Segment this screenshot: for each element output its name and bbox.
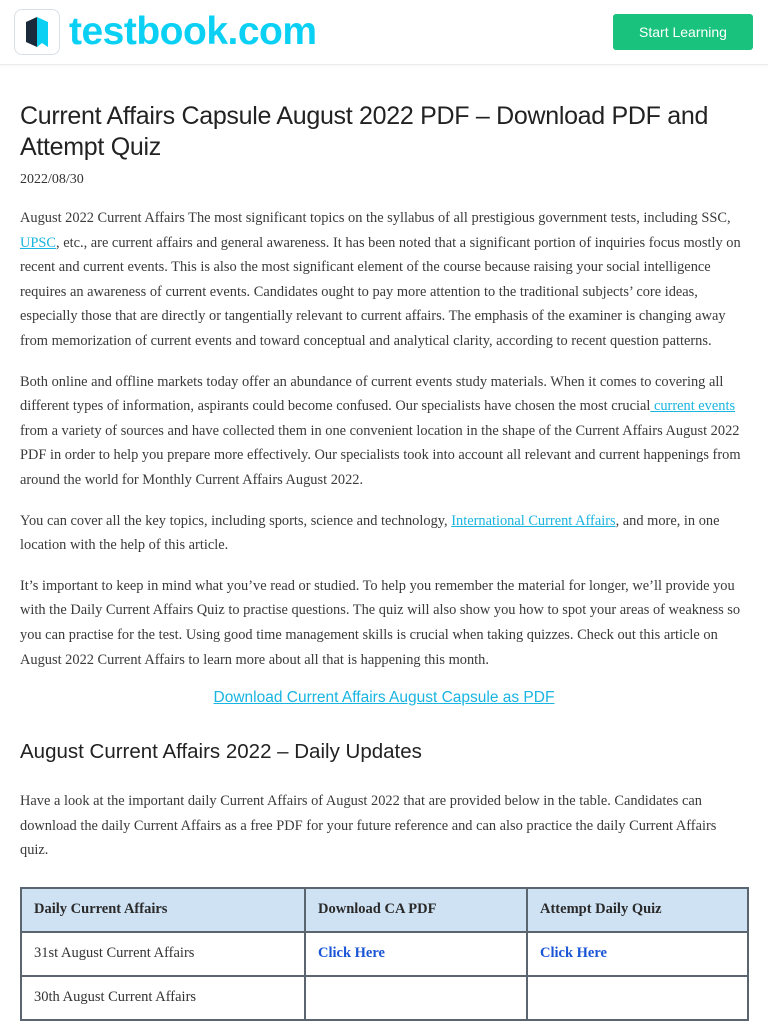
article-title: Current Affairs Capsule August 2022 PDF – Download PDF and Attempt Quiz	[20, 102, 709, 161]
table-header-cell: Download CA PDF	[305, 888, 527, 932]
table-header-row	[21, 888, 748, 932]
daily-current-affairs-table	[20, 887, 749, 1021]
table-header-cell: Attempt Daily Quiz	[527, 888, 748, 932]
paragraph-3	[20, 509, 748, 558]
table-cell-quiz	[527, 932, 748, 976]
download-capsule-pdf-link[interactable]: Download Current Affairs August Capsule as PDF	[213, 689, 555, 707]
current-events-link[interactable]: current events	[650, 398, 736, 415]
section-intro: Have a look at the important daily Current Affairs of August 2022 that are provided below in the table. Candidates can download the daily Current Affairs as a free PDF for your future reference and can also practice the daily Current Affairs quiz.	[20, 793, 717, 859]
section-title: August Current Affairs 2022 – Daily Updates	[20, 740, 422, 764]
attempt-quiz-link[interactable]: Click Here	[540, 945, 607, 962]
paragraph-1	[20, 206, 748, 354]
table-row	[21, 976, 748, 1020]
upsc-link[interactable]: UPSC	[20, 234, 56, 251]
paragraph-4: It’s important to keep in mind what you’ve read or studied. To help you remember the material for longer, we’ll provide you with the Daily Current Affairs Quiz to practise questions. The quiz will also show you how to spot your areas of weakness so you can practise for the test. Using good time management skills is crucial when taking quizzes. Check out this article on August 2022 Current Affairs to learn more about all that is happening this month.	[20, 577, 741, 668]
article-date: 2022/08/30	[20, 172, 84, 187]
table-row	[21, 932, 748, 976]
start-learning-button[interactable]: Start Learning	[613, 14, 753, 50]
article	[0, 101, 768, 1021]
testbook-logo-icon	[14, 9, 60, 55]
paragraph-3-text-b: , and more, in one location with the help of this article.	[20, 512, 720, 554]
paragraph-1-text-a: August 2022 Current Affairs The most significant topics on the syllabus of all prestigious government tests, including SSC,	[20, 210, 731, 226]
table-cell-pdf	[305, 976, 527, 1020]
site-logo[interactable]	[14, 9, 317, 55]
download-pdf-link[interactable]: Click Here	[318, 945, 385, 962]
table-cell-quiz	[527, 976, 748, 1020]
site-header	[0, 0, 768, 65]
logo-text: testbook.com	[69, 10, 317, 53]
download-link-wrapper	[20, 689, 748, 711]
table-cell-pdf	[305, 932, 527, 976]
paragraph-2	[20, 370, 748, 493]
paragraph-1-text-b: , etc., are current affairs and general awareness. It has been noted that a significant portion of inquiries focus mostly on recent and current events. This is also the most significant element of the course because raising your social intelligence requires an awareness of current events. Candidates ought to pay more attention to the traditional subjects’ core ideas, especially those that are directly or tangentially relevant to current affairs. The emphasis of the examiner is changing away from memorization of current events and toward conceptual and analytical clarity, according to recent question patterns.	[20, 234, 741, 349]
paragraph-2-text-a: Both online and offline markets today offer an abundance of current events study materials. When it comes to covering all different types of information, aspirants could become confused. Our specialists have chosen the most crucial	[20, 373, 724, 415]
table-cell-date: 30th August Current Affairs	[21, 976, 305, 1020]
paragraph-2-text-b: from a variety of sources and have collected them in one convenient location in the shape of the Current Affairs August 2022 PDF in order to help you prepare more effectively. Our specialists took into account all relevant and current happenings from around the world for Monthly Current Affairs August 2022.	[20, 422, 741, 488]
table-header-cell: Daily Current Affairs	[21, 888, 305, 932]
table-cell-date: 31st August Current Affairs	[21, 932, 305, 976]
international-current-affairs-link[interactable]: International Current Affairs	[451, 512, 616, 529]
paragraph-3-text-a: You can cover all the key topics, including sports, science and technology,	[20, 512, 452, 529]
